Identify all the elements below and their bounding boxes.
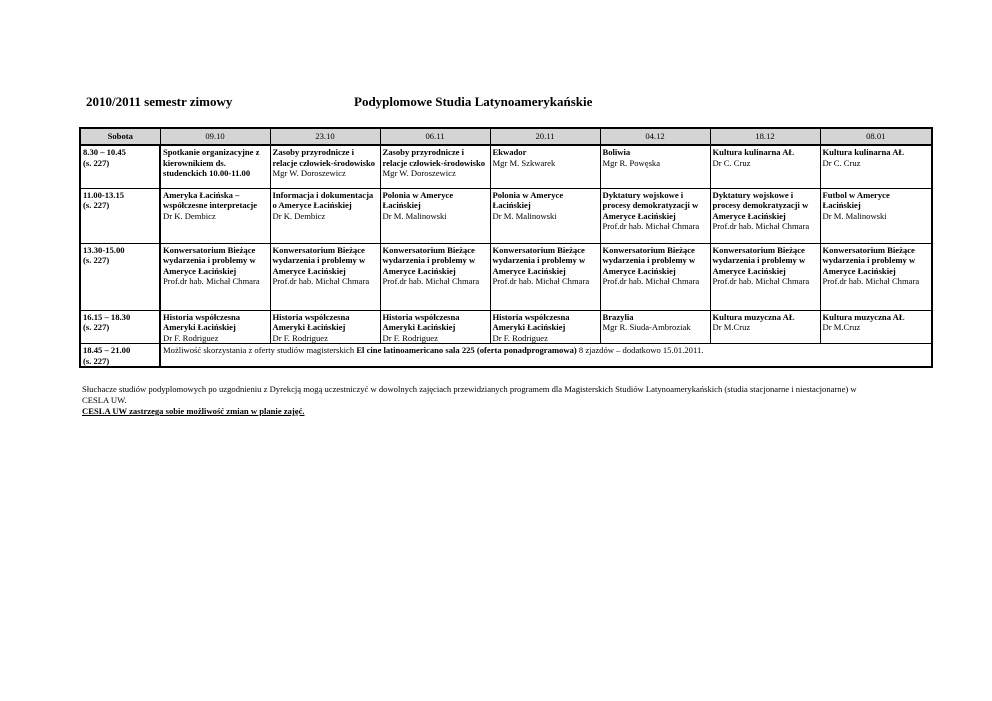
schedule-table: [79, 127, 933, 368]
time-slot-row: [80, 243, 932, 310]
class-title: Konwersatorium Bieżące wydarzenia i problemy w Ameryce Łacińskiej: [492, 244, 586, 276]
class-teacher: Dr M.Cruz: [712, 322, 751, 333]
date-header: 04.12: [600, 128, 710, 145]
class-teacher: Prof.dr hab. Michał Chmara: [382, 276, 480, 287]
date-header: 23.10: [270, 128, 380, 145]
room-label: (s. 227): [83, 355, 110, 366]
time-slot-row: [80, 188, 932, 243]
class-cell: [380, 243, 490, 310]
footer-note: [82, 384, 882, 417]
class-teacher: Dr F. Rodriguez: [492, 332, 548, 343]
room-label: (s. 227): [83, 255, 110, 266]
class-cell: [600, 310, 710, 344]
class-title: Konwersatorium Bieżące wydarzenia i problemy w Ameryce Łacińskiej: [602, 244, 696, 276]
class-title: Konwersatorium Bieżące wydarzenia i problemy w Ameryce Łacińskiej: [382, 244, 476, 276]
room-label: (s. 227): [83, 322, 110, 333]
class-title: Informacja i dokumentacja o Ameryce Łacińskiej: [272, 189, 374, 211]
class-title: Kultura kulinarna AŁ: [822, 147, 905, 157]
class-title: Konwersatorium Bieżące wydarzenia i problemy w Ameryce Łacińskiej: [163, 244, 256, 276]
time-slot-cell: [80, 243, 160, 310]
class-teacher: Prof.dr hab. Michał Chmara: [272, 276, 370, 287]
time-slot-row: [80, 344, 932, 368]
class-teacher: Dr F. Rodriguez: [382, 332, 438, 343]
time-slot-cell: [80, 188, 160, 243]
class-cell: [490, 145, 600, 188]
semester-title: 2010/2011 semestr zimowy: [86, 94, 233, 109]
class-teacher: Mgr W. Doroszewicz: [382, 168, 456, 179]
footer-info: Słuchacze studiów podyplomowych po uzgodnieniu z Dyrekcją mogą uczestniczyć w dowolnych zajęciach przewidzianych programem dla Magisterskich Studiów Latynoamerykańskich (studia stacjonarne i niestacjonarne) w CESLA UW.: [82, 384, 857, 405]
class-cell: [270, 310, 380, 344]
class-title: Zasoby przyrodnicze i relacje człowiek-środowisko: [382, 147, 486, 168]
time-range: 8.30 – 10.45: [83, 147, 126, 157]
class-cell: [820, 188, 932, 243]
class-cell: [710, 243, 820, 310]
header-row: [80, 128, 932, 145]
date-header: 08.01: [820, 128, 932, 145]
day-header: Sobota: [80, 128, 160, 145]
class-teacher: Prof.dr hab. Michał Chmara: [822, 276, 920, 287]
class-cell: [490, 243, 600, 310]
time-slot-cell: [80, 344, 160, 368]
class-title: Dyktatury wojskowe i procesy demokratyzacji w Ameryce Łacińskiej: [602, 189, 699, 221]
class-cell: [490, 310, 600, 344]
class-title: Historia współczesna Ameryki Łacińskiej: [492, 311, 570, 333]
class-teacher: Dr M. Malinowski: [822, 210, 887, 221]
class-title: Konwersatorium Bieżące wydarzenia i problemy w Ameryce Łacińskiej: [712, 244, 806, 276]
footer-warning: CESLA UW zastrzega sobie możliwość zmian w planie zajęć.: [82, 406, 305, 416]
class-cell: [820, 145, 932, 188]
extra-offer-cell: [160, 344, 932, 368]
class-cell: [160, 243, 270, 310]
class-title: Ekwador: [492, 147, 527, 157]
class-cell: [270, 145, 380, 188]
class-title: Zasoby przyrodnicze i relacje człowiek-środowisko: [272, 147, 376, 168]
class-cell: [600, 188, 710, 243]
class-cell: [270, 188, 380, 243]
date-header: 06.11: [380, 128, 490, 145]
time-slot-row: [80, 145, 932, 188]
class-title: Polonia w Ameryce Łacińskiej: [382, 189, 454, 211]
class-teacher: Mgr R. Powęska: [602, 157, 661, 168]
class-cell: [600, 243, 710, 310]
class-teacher: Dr F. Rodriguez: [272, 332, 328, 343]
class-cell: [380, 188, 490, 243]
class-teacher: Dr M. Malinowski: [492, 210, 557, 221]
class-cell: [600, 145, 710, 188]
schedule-body: [80, 145, 932, 367]
class-cell: [380, 145, 490, 188]
class-cell: [710, 310, 820, 344]
class-title: Kultura muzyczna AŁ: [712, 311, 795, 322]
class-teacher: Dr C. Cruz: [712, 157, 751, 168]
offer-dates: 8 zjazdów – dodatkowo 15.01.2011.: [576, 345, 704, 356]
time-range: 18.45 – 21.00: [83, 345, 131, 356]
time-slot-cell: [80, 145, 160, 188]
class-title: Konwersatorium Bieżące wydarzenia i problemy w Ameryce Łacińskiej: [822, 244, 916, 276]
time-slot-cell: [80, 310, 160, 344]
offer-text: Możliwość skorzystania z oferty studiów magisterskich: [163, 345, 357, 356]
class-teacher: Prof.dr hab. Michał Chmara: [712, 276, 810, 287]
class-title: Dyktatury wojskowe i procesy demokratyzacji w Ameryce Łacińskiej: [712, 189, 809, 221]
class-title: Futbol w Ameryce Łacińskiej: [822, 189, 890, 211]
class-title: Polonia w Ameryce Łacińskiej: [492, 189, 564, 211]
class-cell: [820, 310, 932, 344]
class-title: Kultura kulinarna AŁ: [712, 147, 795, 157]
class-title: Brazylia: [602, 311, 634, 322]
class-teacher: Mgr W. Doroszewicz: [272, 168, 346, 179]
class-teacher: Dr M.Cruz: [822, 322, 861, 333]
class-cell: [490, 188, 600, 243]
class-teacher: Dr K. Dembicz: [272, 210, 326, 221]
class-title: Konwersatorium Bieżące wydarzenia i problemy w Ameryce Łacińskiej: [272, 244, 366, 276]
class-teacher: Mgr M. Szkwarek: [492, 157, 556, 168]
time-range: 11.00-13.15: [83, 189, 125, 200]
class-teacher: Prof.dr hab. Michał Chmara: [602, 276, 700, 287]
time-slot-row: [80, 310, 932, 344]
class-teacher: Prof.dr hab. Michał Chmara: [602, 221, 700, 232]
class-title: Spotkanie organizacyjne z kierownikiem ds. studenckich 10.00-11.00: [163, 147, 260, 179]
offer-course: El cine latinoamericano sala 225 (oferta ponadprogramowa): [356, 345, 577, 356]
class-title: Historia współczesna Ameryki Łacińskiej: [382, 311, 460, 333]
class-cell: [270, 243, 380, 310]
time-range: 16.15 – 18.30: [83, 311, 131, 322]
class-cell: [160, 310, 270, 344]
class-teacher: Prof.dr hab. Michał Chmara: [163, 276, 260, 287]
class-teacher: Dr M. Malinowski: [382, 210, 447, 221]
class-teacher: Dr K. Dembicz: [163, 210, 216, 221]
class-title: Historia współczesna Ameryki Łacińskiej: [272, 311, 350, 333]
time-range: 13.30-15.00: [83, 244, 125, 255]
class-cell: [380, 310, 490, 344]
room-label: (s. 227): [83, 157, 110, 168]
class-cell: [820, 243, 932, 310]
class-title: Kultura muzyczna AŁ: [822, 311, 905, 322]
class-teacher: Dr F. Rodriguez: [163, 332, 219, 343]
class-title: Historia współczesna Ameryki Łacińskiej: [163, 311, 241, 333]
class-cell: [710, 145, 820, 188]
date-header: 09.10: [160, 128, 270, 145]
class-teacher: Mgr R. Siuda-Ambroziak: [602, 322, 691, 333]
class-teacher: Prof.dr hab. Michał Chmara: [492, 276, 590, 287]
class-cell: [160, 188, 270, 243]
class-title: Ameryka Łacińska – współczesne interpretacje: [163, 189, 258, 211]
class-teacher: Prof.dr hab. Michał Chmara: [712, 221, 810, 232]
room-label: (s. 227): [83, 200, 110, 211]
date-header: 20.11: [490, 128, 600, 145]
program-title: Podyplomowe Studia Latynoamerykańskie: [354, 94, 593, 109]
class-cell: [710, 188, 820, 243]
date-header: 18.12: [710, 128, 820, 145]
class-teacher: Dr C. Cruz: [822, 157, 861, 168]
class-title: Boliwia: [602, 147, 631, 157]
class-cell: [160, 145, 270, 188]
